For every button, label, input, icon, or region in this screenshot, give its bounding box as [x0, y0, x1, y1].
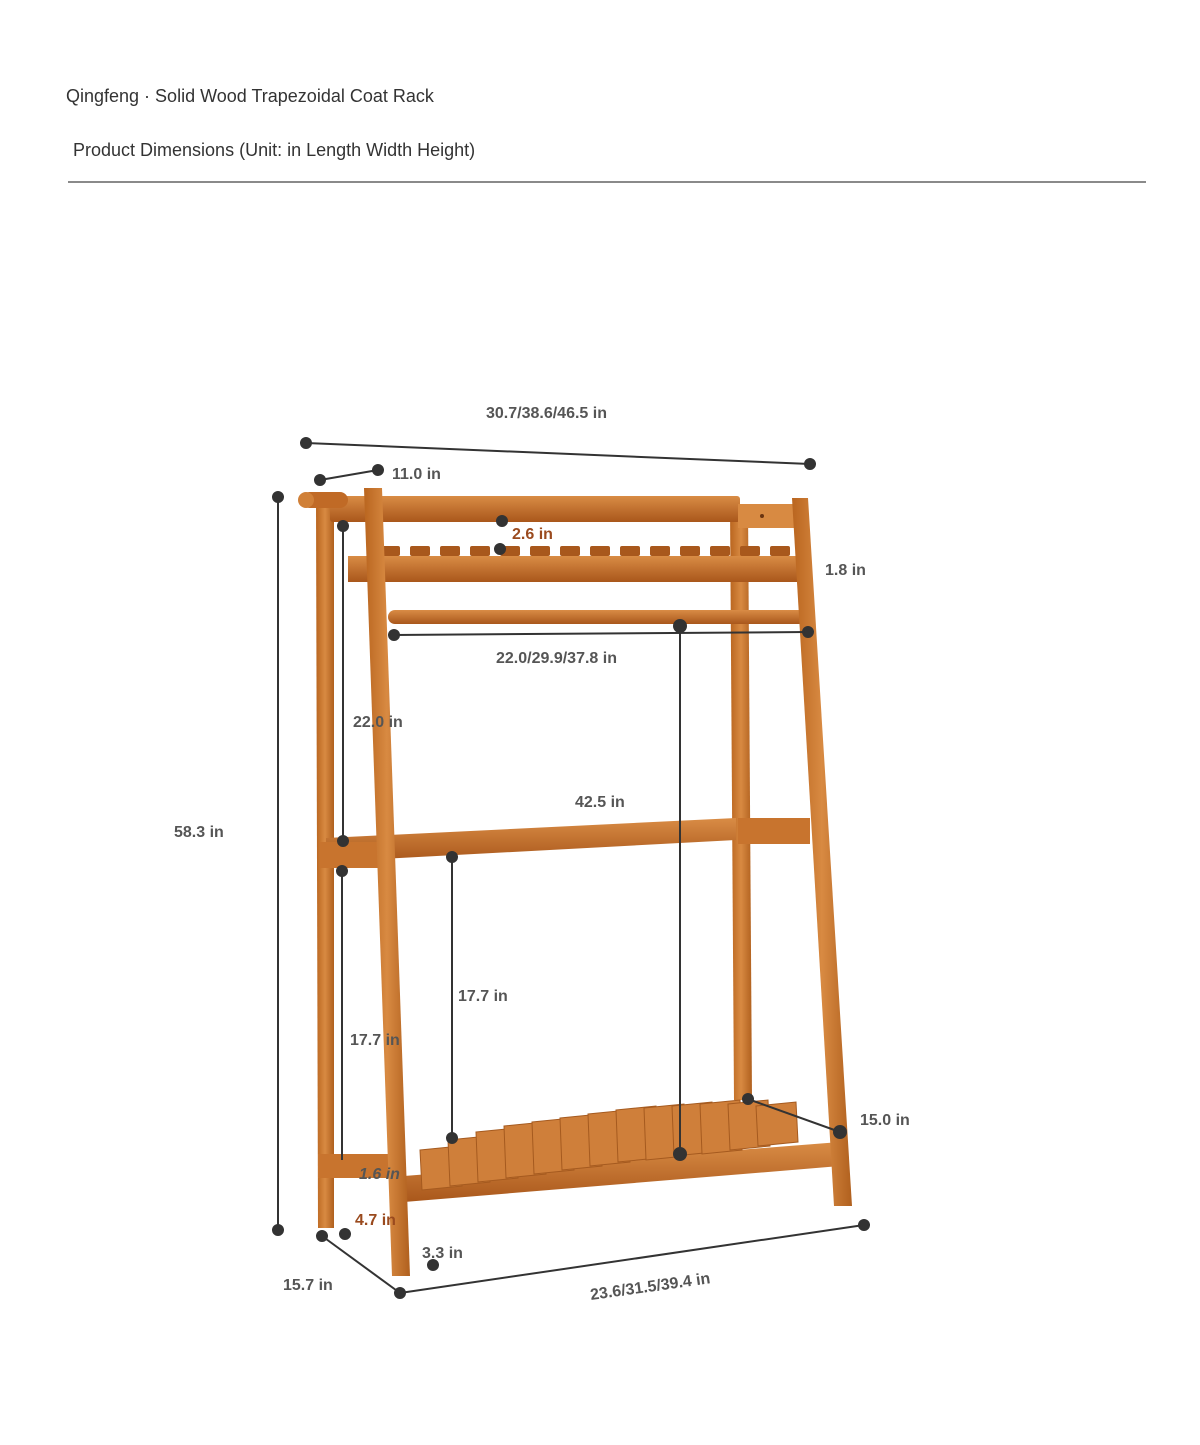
right-middle-crossbar — [738, 818, 810, 844]
label-foot-clearance: 1.6 in — [359, 1166, 400, 1183]
label-top-shelf-gap: 2.6 in — [512, 526, 553, 543]
top-depth-line — [320, 470, 378, 480]
label-total-height: 58.3 in — [174, 824, 224, 841]
top-shelf-front-rail — [348, 556, 804, 582]
back-right-leg — [730, 505, 752, 1100]
label-upper-height: 22.0 in — [353, 714, 403, 731]
label-rod-length: 22.0/29.9/37.8 in — [496, 650, 617, 667]
label-bottom-depth: 15.0 in — [860, 1112, 910, 1129]
top-width-line — [306, 443, 810, 464]
label-hanging-height: 42.5 in — [575, 794, 625, 811]
top-shelf-slats — [380, 546, 790, 556]
label-rail-thickness: 1.8 in — [825, 562, 866, 579]
dimensions-subtitle: Product Dimensions (Unit: in Length Width Height) — [73, 140, 476, 160]
front-right-leg — [792, 498, 852, 1206]
label-leg-thickness: 3.3 in — [422, 1245, 463, 1262]
label-base-width: 23.6/31.5/39.4 in — [589, 1270, 712, 1304]
label-lower-inner-height: 17.7 in — [458, 988, 508, 1005]
label-lower-side-height: 17.7 in — [350, 1032, 400, 1049]
right-side-block — [738, 504, 800, 528]
label-top-width: 30.7/38.6/46.5 in — [486, 405, 607, 422]
label-base-depth: 15.7 in — [283, 1277, 333, 1294]
hanging-rod — [388, 610, 806, 624]
coat-rack-illustration — [298, 488, 852, 1276]
left-middle-crossbar — [320, 842, 380, 868]
top-rail — [330, 496, 740, 522]
base-depth-line — [322, 1236, 400, 1293]
product-title: Qingfeng · Solid Wood Trapezoidal Coat Rack — [66, 86, 434, 106]
label-bottom-height: 4.7 in — [355, 1212, 396, 1229]
label-top-depth: 11.0 in — [392, 466, 441, 483]
